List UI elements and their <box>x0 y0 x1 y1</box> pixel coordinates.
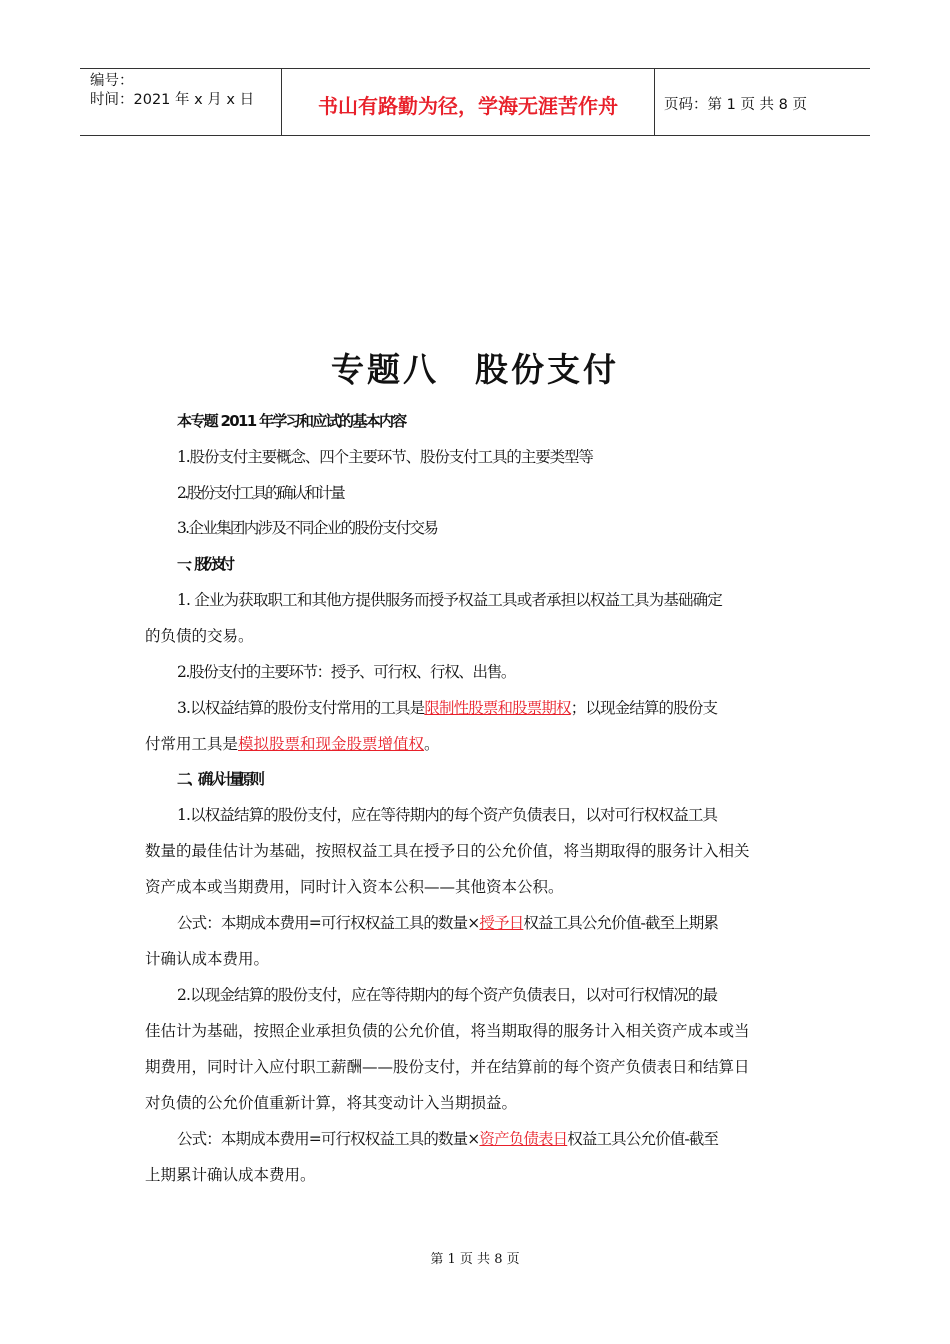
paragraph-line: 2.以现金结算的股份支付，应在等待期内的每个资产负债表日，以对可行权情况的最 <box>177 986 718 1004</box>
paragraph-line: 数量的最佳估计为基础，按照权益工具在授予日的公允价值，将当期取得的服务计入相关 <box>145 842 750 860</box>
paragraph-line: 资产成本或当期费用，同时计入资本公积——其他资本公积。 <box>145 878 564 896</box>
header-meta <box>90 72 254 110</box>
paragraph-line: 对负债的公允价值重新计算，将其变动计入当期损益。 <box>145 1094 518 1112</box>
text-run: 权益工具公允价值-截至 <box>567 1130 719 1148</box>
header-motto: 书山有路勤为径，学海无涯苦作舟 <box>318 94 618 118</box>
text-run: ；以现金结算的股份支 <box>570 699 718 717</box>
text-run: 公式：本期成本费用=可行权权益工具的数量× <box>177 1130 480 1148</box>
header-divider-right <box>654 68 655 136</box>
text-run: 付常用工具是 <box>145 735 239 753</box>
paragraph-line: 2.股份支付的主要环节：授予、可行权、行权、出售。 <box>177 663 516 681</box>
intro-heading: 本专题 2011 年学习和应试的基本内容 <box>177 412 406 430</box>
text-run: 3.以权益结算的股份支付常用的工具是 <box>177 699 425 717</box>
intro-item: 3.企业集团内涉及不同企业的股份支付交易 <box>177 519 438 537</box>
intro-item: 2.股份支付工具的确认和计量 <box>177 484 344 502</box>
text-run: 公式：本期成本费用=可行权权益工具的数量× <box>177 914 480 932</box>
header-top-rule <box>80 68 870 69</box>
section-heading: 二、确认计量原则 <box>177 770 261 788</box>
paragraph-line <box>177 699 842 717</box>
page-number-label: 页码：第 1 页 共 8 页 <box>664 97 807 113</box>
text-run: 权益工具公允价值-截至上期累 <box>523 914 719 932</box>
formula-line: 上期累计确认成本费用。 <box>145 1166 316 1184</box>
paragraph-line: 的负债的交易。 <box>145 627 254 645</box>
highlighted-term: 模拟股票和现金股票增值权 <box>238 735 425 753</box>
paragraph-line: 1.以权益结算的股份支付，应在等待期内的每个资产负债表日，以对可行权权益工具 <box>177 806 718 824</box>
paragraph-line <box>145 735 810 753</box>
formula-line <box>177 914 842 932</box>
time-label: 时间：2021 年 x 月 x 日 <box>90 92 255 108</box>
code-label: 编号： <box>90 73 134 89</box>
highlighted-term: 限制性股票和股票期权 <box>424 699 571 717</box>
paragraph-line: 期费用，同时计入应付职工薪酬——股份支付，并在结算前的每个资产负债表日和结算日 <box>145 1058 750 1076</box>
highlighted-term: 资产负债表日 <box>479 1130 568 1148</box>
intro-item: 1.股份支付主要概念、四个主要环节、股份支付工具的主要类型等 <box>177 448 593 466</box>
text-run: 。 <box>424 735 440 753</box>
paragraph-line: 1. 企业为获取职工和其他方提供服务而授予权益工具或者承担以权益工具为基础确定 <box>177 591 722 609</box>
section-heading: 一、股份支付 <box>177 555 229 573</box>
formula-line: 计确认成本费用。 <box>145 950 270 968</box>
formula-line <box>177 1130 842 1148</box>
highlighted-term: 授予日 <box>479 914 524 932</box>
page-title: 专题八 股份支付 <box>331 350 619 389</box>
page-footer: 第 1 页 共 8 页 <box>430 1252 520 1267</box>
header-bottom-rule <box>80 135 870 136</box>
paragraph-line: 佳估计为基础，按照企业承担负债的公允价值，将当期取得的服务计入相关资产成本或当 <box>145 1022 750 1040</box>
